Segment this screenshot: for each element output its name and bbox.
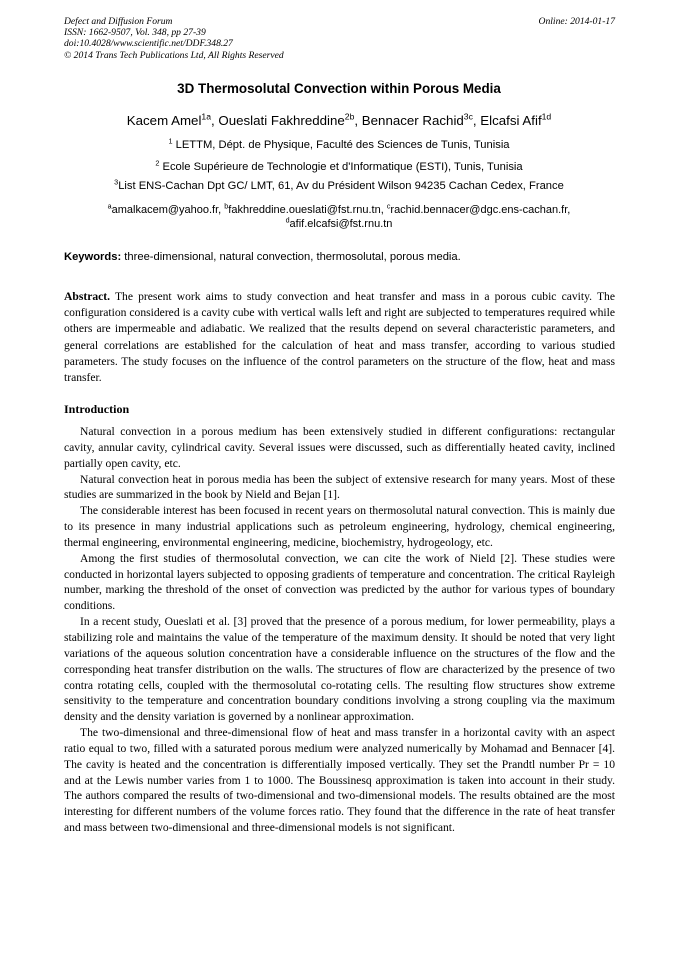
abstract-label: Abstract. <box>64 290 111 303</box>
online-date: Online: 2014-01-17 <box>538 16 615 27</box>
author-name: Kacem Amel <box>126 113 202 128</box>
keywords-text: three-dimensional, natural convection, thermosolutal, porous media. <box>121 251 461 263</box>
author-sep: , <box>211 113 219 128</box>
affiliation <box>0 177 678 192</box>
keywords-label: Keywords: <box>64 251 122 263</box>
author-name: Bennacer Rachid <box>361 113 464 128</box>
affiliation <box>0 158 678 173</box>
paragraph: In a recent study, Oueslati et al. [3] proved that the presence of a porous medium, for lower permeability, plays a stabilizing role and maintains the value of the temperature of the maximum density. It should be noted that very light variations of the aqueous solution concentration have a considerable influence on the structures of the flow and the corresponding heat transfer distribution on the walls. The structures of flow are characterized by the presence of two contra rotating cells, coupled with the thermosolutal co-rotating cells. The resulting flow structures show extreme sensitivity to the temperature and concentration boundary conditions involving a strong coupling via the maximum density and the density variation is governed by a nonlinear approximation. <box>64 615 615 724</box>
author-sup: 3c <box>463 111 473 122</box>
abstract-text: The present work aims to study convection and heat transfer and mass in a porous cubic cavity. The configuration considered is a cavity cube with vertical walls left and right are subjected to temperatures required while others are impermeable and adiabatic. We realized that the results depend on several characteristic parameters, and general correlations are established for the calculation of heat and mass transfer, according to various studied parameters. The study focuses on the influence of the control parameters on the structure of the flow, heat and mass transfer. <box>64 290 615 385</box>
email-sup: a <box>107 202 112 211</box>
affiliation-sup: 2 <box>155 158 160 168</box>
paragraph: Natural convection heat in porous media has been the subject of extensive research for many years. Most of these studies are summarized in the book by Nield and Bejan [1]. <box>64 472 615 502</box>
affiliation-sup: 1 <box>168 136 173 146</box>
email-text: amalkacem@yahoo.fr, <box>111 204 225 216</box>
author-name: Oueslati Fakhreddine <box>218 113 345 128</box>
affiliation-text: LETTM, Dépt. de Physique, Faculté des Sciences de Tunis, Tunisia <box>175 139 510 151</box>
paragraph: The considerable interest has been focused in recent years on thermosolutal natural convection. This is mainly due to its presence in many industrial applications such as petroleum engineering, hydrology, chemical engineering, thermal engineering, environmental engineering, medicine, biochemistry, hydrogeology, etc. <box>64 504 615 549</box>
author-sup: 1d <box>541 111 552 122</box>
author-list <box>0 113 678 128</box>
journal-header <box>64 16 615 61</box>
journal-copyright: © 2014 Trans Tech Publications Ltd, All Rights Reserved <box>64 49 284 61</box>
author-name: Elcafsi Afif <box>480 113 542 128</box>
email-sup: d <box>285 216 290 225</box>
email-sup: b <box>224 202 229 211</box>
introduction-body <box>64 424 615 836</box>
paragraph: Among the first studies of thermosolutal convection, we can cite the work of Nield [2]. These studies were conducted in horizontal layers subjected to opposing gradients of temperature and concentration. The critical Rayleigh number, marking the threshold of the onset of convection was predicted by the author for various types of boundary conditions. <box>64 551 615 613</box>
email-text: rachid.bennacer@dgc.ens-cachan.fr, <box>390 204 571 216</box>
author-sup: 2b <box>344 111 355 122</box>
email-list <box>0 203 678 231</box>
affiliation-text: List ENS-Cachan Dpt GC/ LMT, 61, Av du Président Wilson 94235 Cachan Cedex, France <box>118 180 564 192</box>
email-sup: c <box>386 202 391 211</box>
paragraph: The two-dimensional and three-dimensional flow of heat and mass transfer in a horizontal cavity with an aspect ratio equal to two, filled with a saturated porous medium were analyzed numerically by Mohamad and Bennacer [4]. The cavity is heated and the concentration is differentially imposed vertically. They set the Prandtl number Pr = 10 and at the Lewis number varies from 1 to 1000. The Boussinesq approximation is taken into account in their study. The authors compared the results of two-dimensional and two-dimensional models. The results obtained are the most interesting for different numbers of the volume forces ratio. They found that the difference in the rate of heat transfer and mass between two-dimensional and three-dimensional models is not significant. <box>64 726 615 835</box>
abstract <box>64 289 615 386</box>
email-text: fakhreddine.oueslati@fst.rnu.tn, <box>228 204 387 216</box>
author-sep: , <box>354 113 362 128</box>
author-sep: , <box>472 113 481 128</box>
email-text: afif.elcafsi@fst.rnu.tn <box>289 218 393 230</box>
paragraph: Natural convection in a porous medium has been extensively studied in different configurations: rectangular cavity, annular cavity, cylindrical cavity. Several issues were discussed, such as differentially heated cavity, inclined partially open cavity, etc. <box>64 425 615 470</box>
affiliation-sup: 3 <box>114 177 119 187</box>
paper-title: 3D Thermosolutal Convection within Porous Media <box>177 81 501 96</box>
affiliation-text: Ecole Supérieure de Technologie et d'Informatique (ESTI), Tunis, Tunisia <box>162 161 523 173</box>
section-heading: Introduction <box>64 402 130 416</box>
author-sup: 1a <box>201 111 211 122</box>
journal-issn: ISSN: 1662-9507, Vol. 348, pp 27-39 <box>64 27 206 39</box>
keywords <box>64 251 615 263</box>
journal-name: Defect and Diffusion Forum <box>64 16 173 27</box>
affiliation <box>0 136 678 151</box>
journal-doi: doi:10.4028/www.scientific.net/DDF.348.27 <box>64 38 233 50</box>
